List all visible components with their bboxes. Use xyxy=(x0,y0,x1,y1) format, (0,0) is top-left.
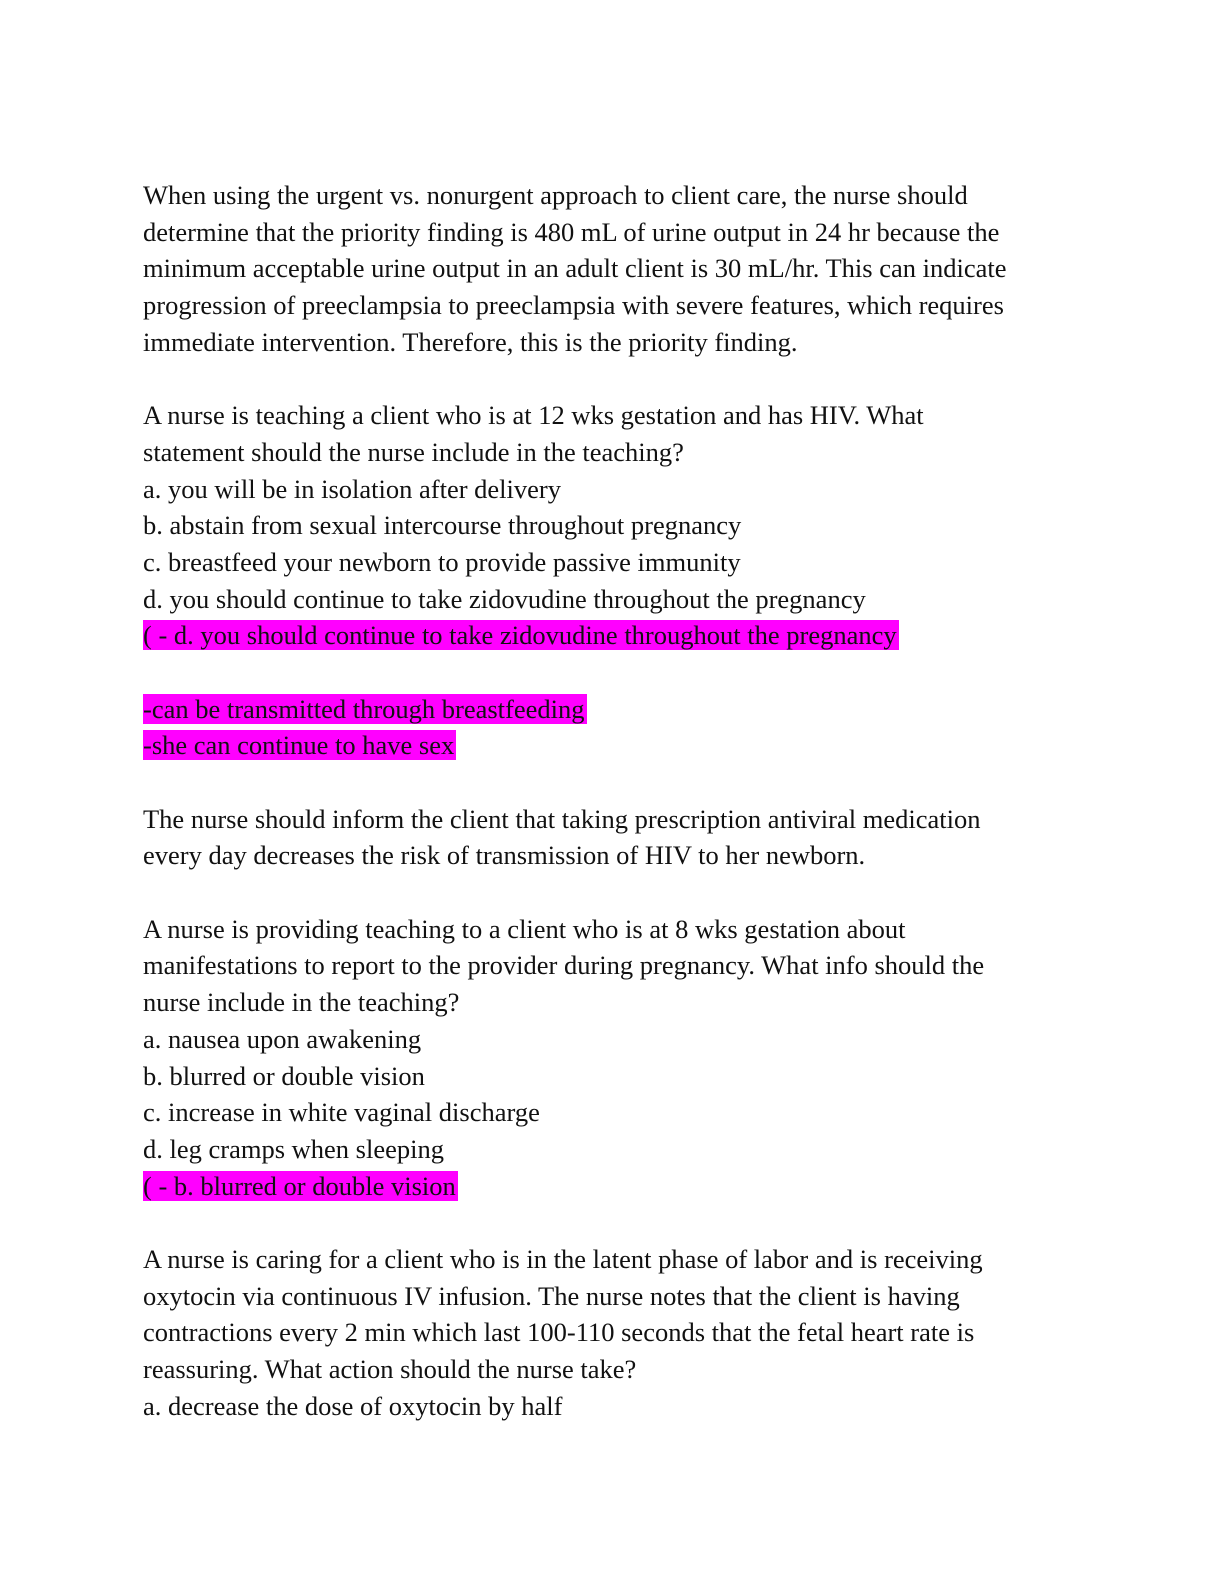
question-stem: nurse include in the teaching? xyxy=(143,987,460,1018)
highlighted-note: -she can continue to have sex xyxy=(143,730,455,761)
question-stem: A nurse is caring for a client who is in the latent phase of labor and is receiving xyxy=(143,1243,983,1274)
answer-option: b. blurred or double vision xyxy=(143,1060,425,1091)
question-stem: reassuring. What action should the nurse take? xyxy=(143,1354,637,1384)
question-block-oxytocin xyxy=(143,1241,1083,1424)
paragraph-spacer xyxy=(143,764,1083,801)
paragraph-spacer xyxy=(143,1204,1083,1241)
rationale-text: The nurse should inform the client that taking prescription antiviral medication xyxy=(143,803,981,834)
text-line: determine that the priority finding is 480 mL of urine output in 24 hr because the xyxy=(143,216,1000,247)
question-stem: A nurse is teaching a client who is at 12 wks gestation and has HIV. What xyxy=(143,400,924,431)
answer-option: a. decrease the dose of oxytocin by half xyxy=(143,1390,563,1421)
rationale-paragraph xyxy=(143,177,1083,360)
rationale-text: every day decreases the risk of transmission of HIV to her newborn. xyxy=(143,840,866,871)
paragraph-spacer xyxy=(143,360,1083,397)
text-line: immediate intervention. Therefore, this is the priority finding. xyxy=(143,326,798,357)
answer-option: a. you will be in isolation after delivery xyxy=(143,473,561,504)
text-line: progression of preeclampsia to preeclampsia with severe features, which requires xyxy=(143,290,1004,321)
question-stem: manifestations to report to the provider during pregnancy. What info should the xyxy=(143,950,985,981)
paragraph-spacer xyxy=(143,874,1083,911)
question-stem: A nurse is providing teaching to a client who is at 8 wks gestation about xyxy=(143,913,906,944)
document-page xyxy=(143,177,1083,1424)
question-stem: statement should the nurse include in the teaching? xyxy=(143,436,684,467)
answer-option: b. abstain from sexual intercourse throughout pregnancy xyxy=(143,510,742,541)
text-line: When using the urgent vs. nonurgent approach to client care, the nurse should xyxy=(143,180,968,210)
question-block-manifestations xyxy=(143,911,1083,1205)
text-line: minimum acceptable urine output in an adult client is 30 mL/hr. This can indicate xyxy=(143,253,1007,284)
paragraph-spacer xyxy=(143,654,1083,691)
question-stem: oxytocin via continuous IV infusion. The nurse notes that the client is having xyxy=(143,1280,960,1311)
highlighted-answer: ( - d. you should continue to take zidovudine throughout the pregnancy xyxy=(143,620,897,651)
question-block-hiv xyxy=(143,397,1083,874)
answer-option: d. you should continue to take zidovudine throughout the pregnancy xyxy=(143,583,866,614)
question-stem: contractions every 2 min which last 100-110 seconds that the fetal heart rate is xyxy=(143,1317,975,1348)
answer-option: c. breastfeed your newborn to provide passive immunity xyxy=(143,546,741,577)
highlighted-answer: ( - b. blurred or double vision xyxy=(143,1170,456,1201)
answer-option: a. nausea upon awakening xyxy=(143,1023,422,1054)
answer-option: d. leg cramps when sleeping xyxy=(143,1133,444,1164)
answer-option: c. increase in white vaginal discharge xyxy=(143,1097,540,1128)
highlighted-note: -can be transmitted through breastfeeding xyxy=(143,693,585,724)
